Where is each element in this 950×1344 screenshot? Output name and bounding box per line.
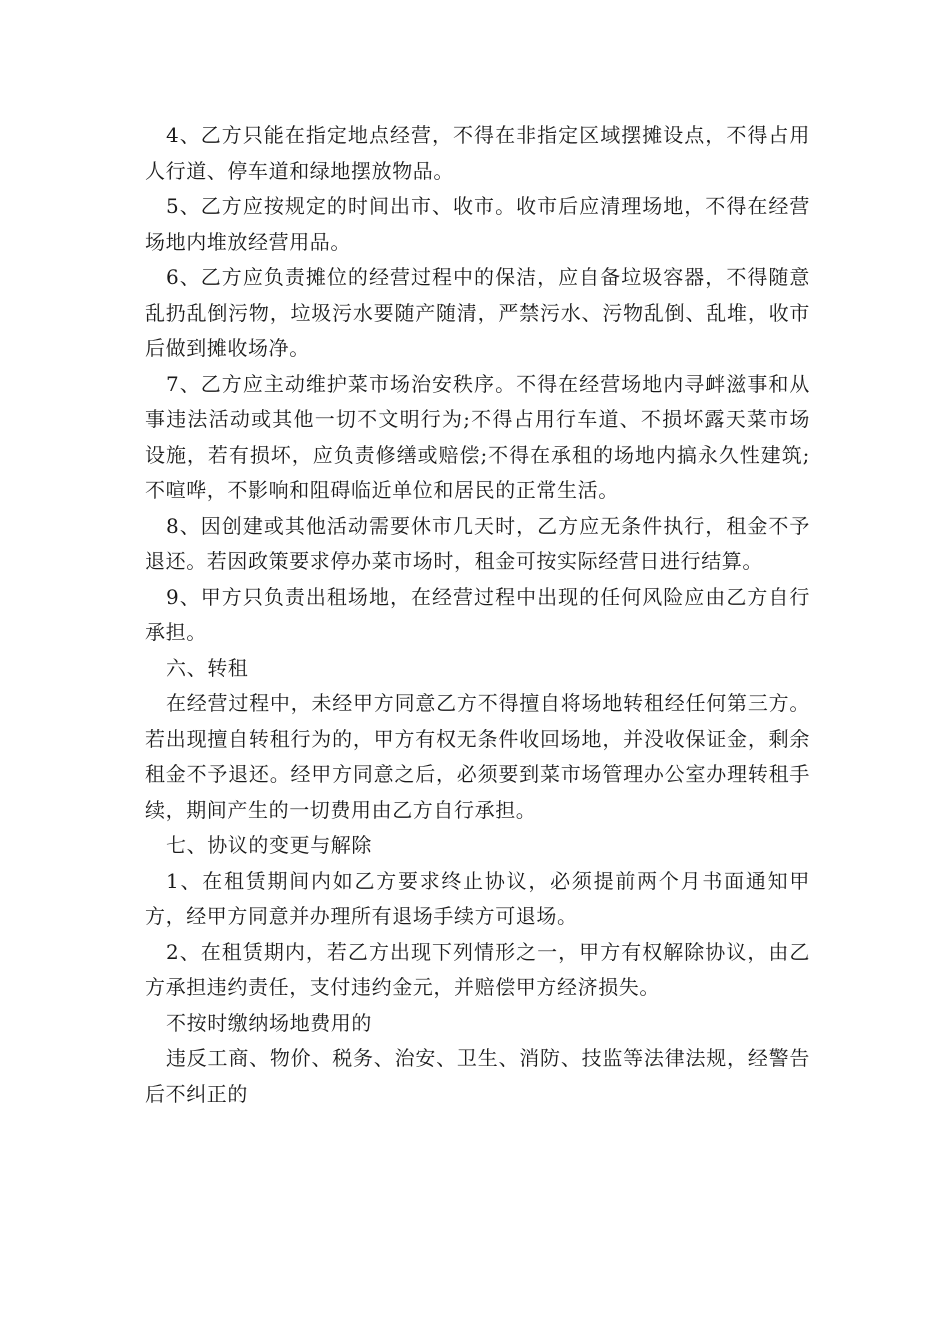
section-heading-sublease: 六、转租 — [166, 655, 249, 680]
clause-9: 9、甲方只负责出租场地，在经营过程中出现的任何风险应由乙方自行承担。 — [145, 584, 810, 644]
termination-clause-2: 2、在租赁期内，若乙方出现下列情形之一，甲方有权解除协议，由乙方承担违约责任，支付违约金元，并赔偿甲方经济损失。 — [145, 939, 810, 999]
condition-item-1: 不按时缴纳场地费用的 — [166, 1010, 372, 1035]
condition-item-2: 违反工商、物价、税务、治安、卫生、消防、技监等法律法规，经警告后不纠正的 — [145, 1046, 810, 1106]
document-body — [145, 118, 810, 1112]
termination-clause-1: 1、在租赁期间内如乙方要求终止协议，必须提前两个月书面通知甲方，经甲方同意并办理所有退场手续方可退场。 — [145, 868, 810, 928]
section-heading-termination: 七、协议的变更与解除 — [166, 833, 372, 857]
clause-7: 7、乙方应主动维护菜市场治安秩序。不得在经营场地内寻衅滋事和从事违法活动或其他一切不文明行为;不得占用行车道、不损坏露天菜市场设施，若有损坏，应负责修缮或赔偿;不得在承租的场地内搞永久性建筑;不喧哗，不影响和阻碍临近单位和居民的正常生活。 — [145, 371, 810, 502]
sublease-paragraph: 在经营过程中，未经甲方同意乙方不得擅自将场地转租经任何第三方。若出现擅自转租行为的，甲方有权无条件收回场地，并没收保证金，剩余租金不予退还。经甲方同意之后，必须要到菜市场管理办公室办理转租手续，期间产生的一切费用由乙方自行承担。 — [145, 691, 810, 822]
clause-8: 8、因创建或其他活动需要休市几天时，乙方应无条件执行，租金不予退还。若因政策要求停办菜市场时，租金可按实际经营日进行结算。 — [145, 513, 810, 573]
clause-5: 5、乙方应按规定的时间出市、收市。收市后应清理场地，不得在经营场地内堆放经营用品。 — [145, 194, 810, 254]
clause-4: 4、乙方只能在指定地点经营，不得在非指定区域摆摊设点，不得占用人行道、停车道和绿地摆放物品。 — [145, 123, 810, 183]
clause-6: 6、乙方应负责摊位的经营过程中的保洁，应自备垃圾容器，不得随意乱扔乱倒污物，垃圾污水要随产随清，严禁污水、污物乱倒、乱堆，收市后做到摊收场净。 — [145, 265, 810, 360]
